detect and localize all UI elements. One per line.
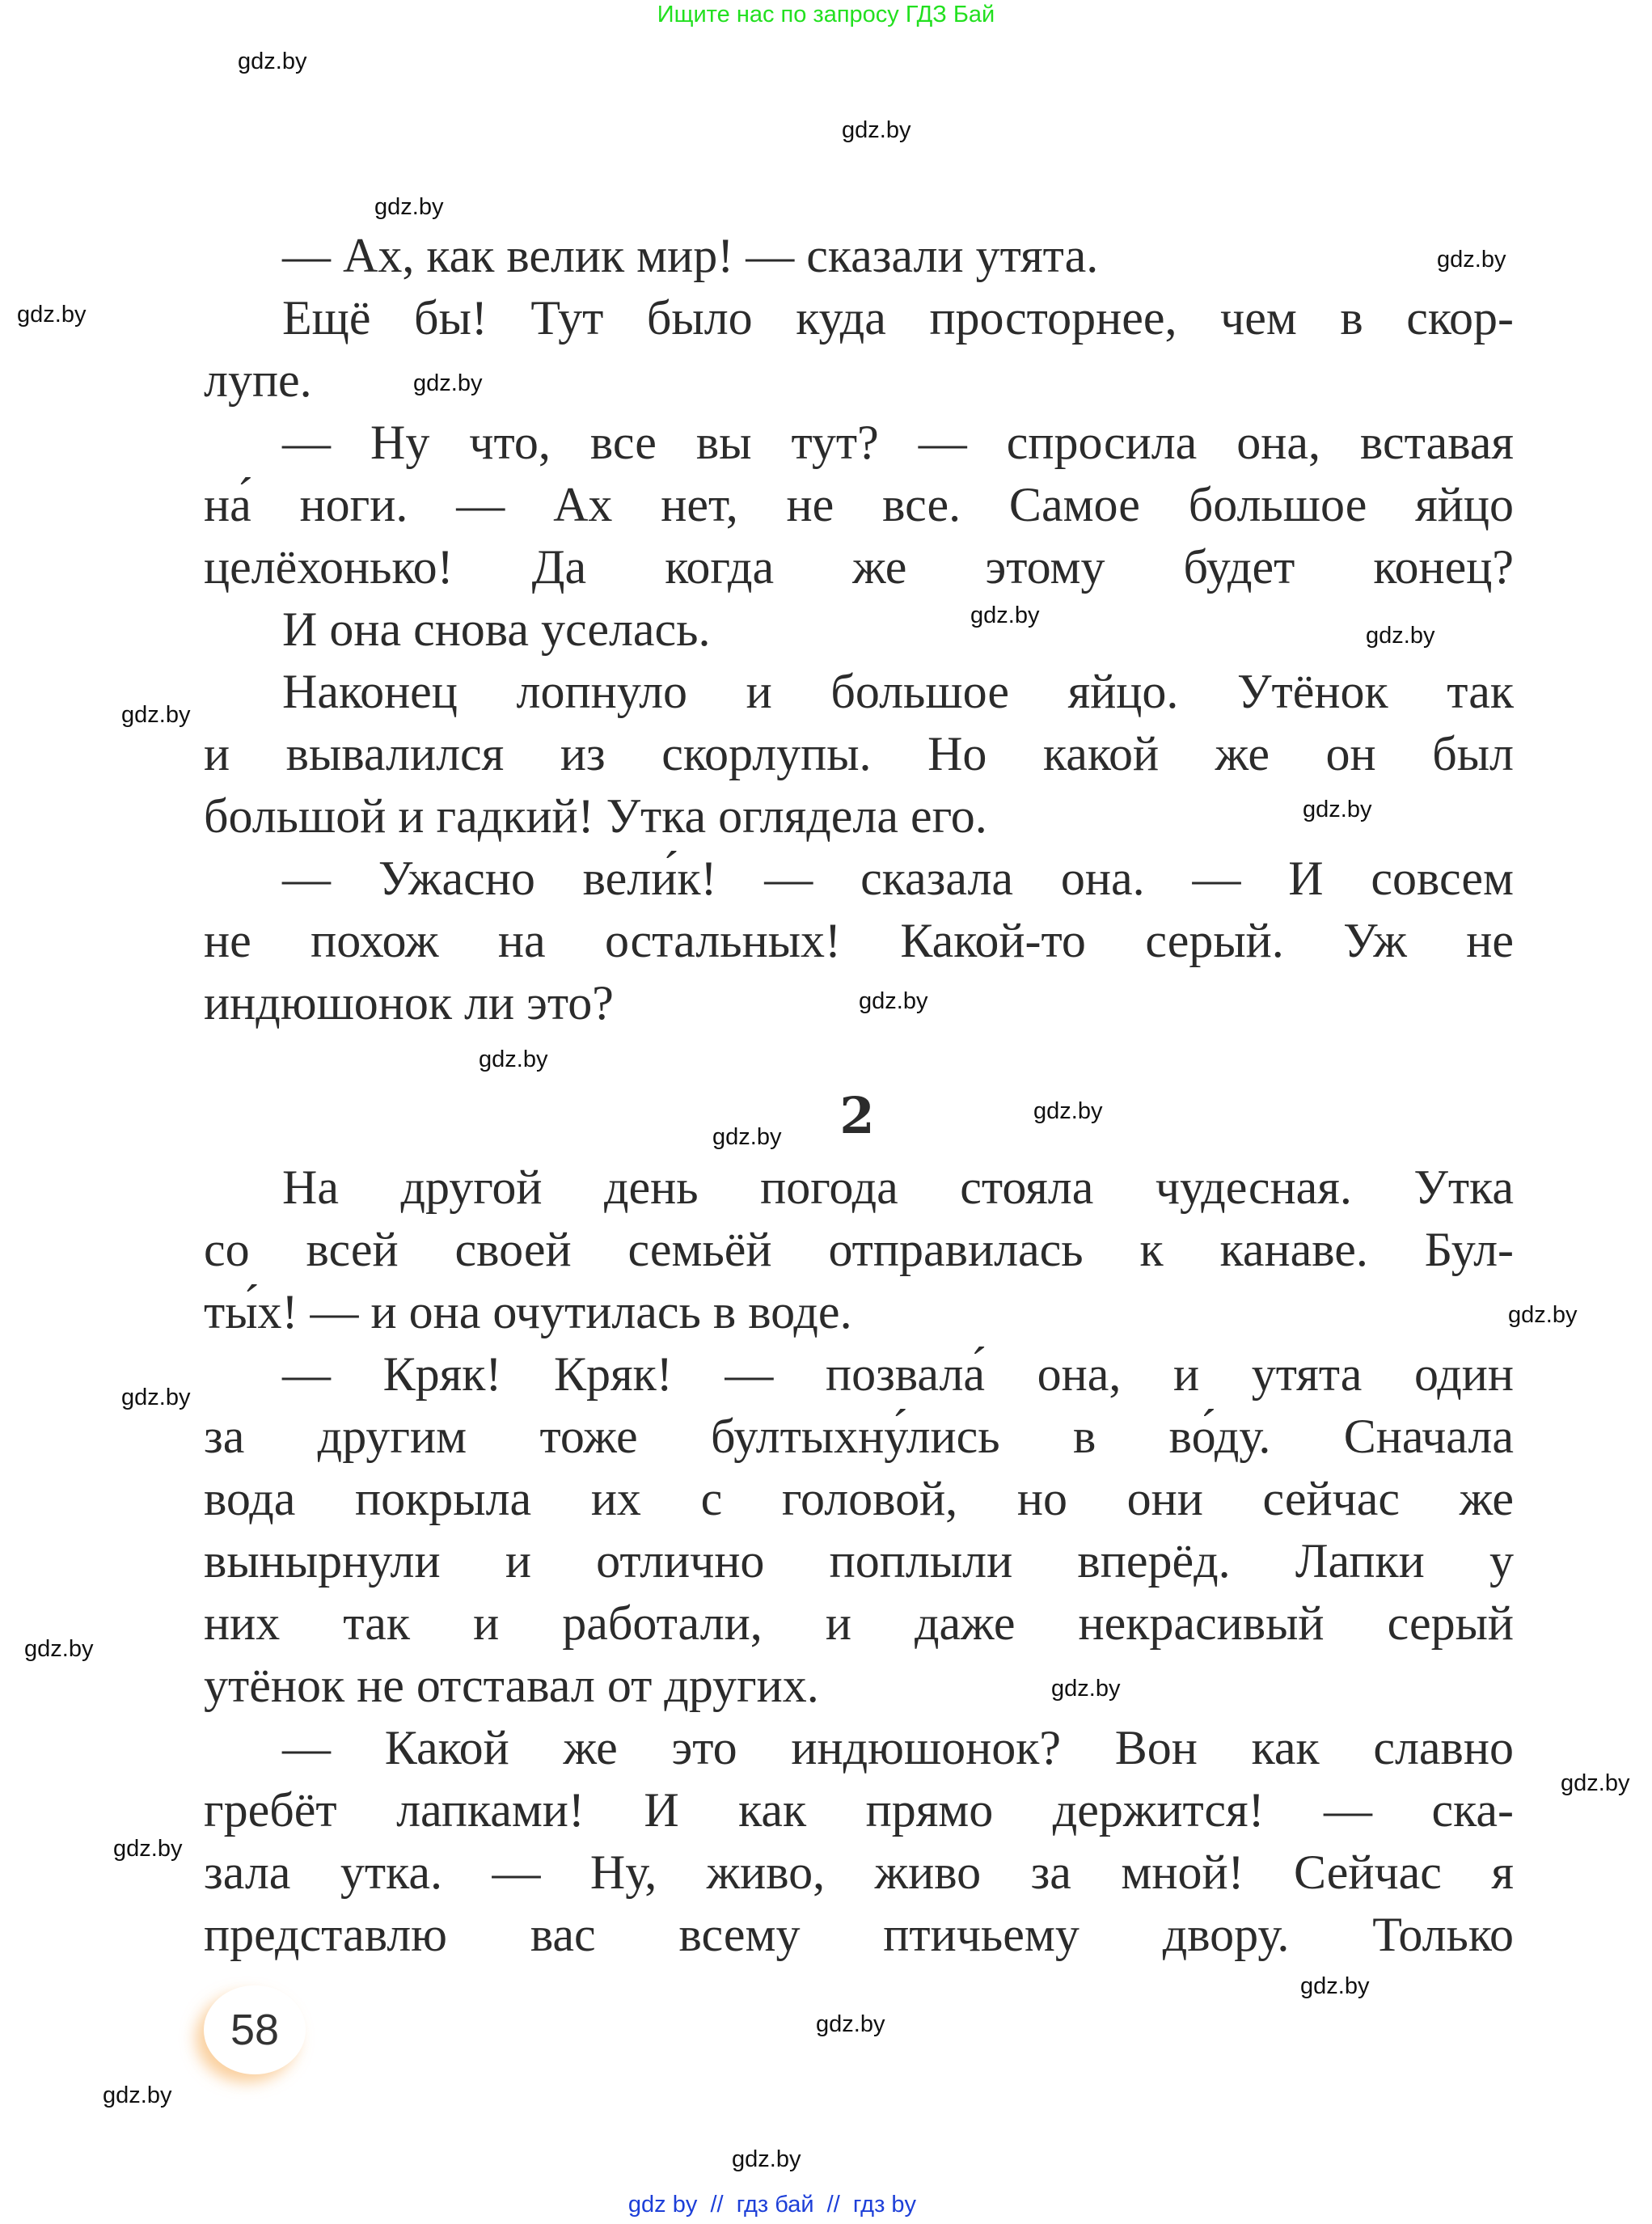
- text-line: — Ах, как велик мир! — сказали утята.: [282, 229, 1099, 282]
- watermark: gdz.by: [121, 1385, 191, 1410]
- watermark: gdz.by: [24, 1636, 94, 1662]
- watermark: gdz.by: [1366, 623, 1435, 649]
- watermark: gdz.by: [1437, 247, 1506, 273]
- text-line: — Кряк! Кряк! — позвала́ она, и утята один: [282, 1347, 1514, 1401]
- watermark: gdz.by: [121, 702, 191, 728]
- watermark: gdz.by: [1303, 797, 1372, 822]
- watermark: gdz.by: [1508, 1302, 1578, 1328]
- text-line: гребёт лапками! И как прямо держится! — ска-: [204, 1783, 1514, 1837]
- watermark: gdz.by: [970, 603, 1040, 628]
- watermark: gdz.by: [479, 1046, 548, 1072]
- watermark: gdz.by: [17, 302, 87, 328]
- watermark: gdz.by: [374, 194, 444, 220]
- text-line: них так и работали, и даже некрасивый серый: [204, 1596, 1514, 1650]
- text-line: вынырнули и отлично поплыли вперёд. Лапки у: [204, 1534, 1514, 1588]
- text-line: вода покрыла их с головой, но они сейчас же: [204, 1472, 1514, 1525]
- text-line: зала утка. — Ну, живо, живо за мной! Сейчас я: [204, 1846, 1514, 1899]
- watermark: gdz.by: [103, 2082, 172, 2108]
- text-line: большой и гадкий! Утка оглядела его.: [204, 789, 987, 843]
- text-line: со всей своей семьёй отправилась к канаве. Бул-: [204, 1223, 1514, 1276]
- text-line: на́ ноги. — Ах нет, не все. Самое большое яйцо: [204, 478, 1514, 531]
- text-line: — Какой же это индюшонок? Вон как славно: [282, 1721, 1514, 1774]
- watermark: gdz.by: [712, 1124, 782, 1150]
- text-line: Наконец лопнуло и большое яйцо. Утёнок так: [282, 665, 1514, 718]
- text-line: лупе.: [204, 353, 312, 407]
- text-line: не похож на остальных! Какой-то серый. Уж не: [204, 914, 1514, 967]
- text-line: утёнок не отставал от других.: [204, 1659, 819, 1712]
- watermark: gdz.by: [1051, 1676, 1121, 1702]
- text-line: На другой день погода стояла чудесная. Утка: [282, 1161, 1514, 1214]
- watermark: gdz.by: [238, 49, 307, 74]
- text-line: Ещё бы! Тут было куда просторнее, чем в скор-: [282, 291, 1514, 345]
- text-line: за другим тоже бултыхну́лись в во́ду. Сначала: [204, 1410, 1514, 1463]
- text-line: и вывалился из скорлупы. Но какой же он был: [204, 727, 1514, 780]
- watermark: gdz.by: [113, 1836, 183, 1862]
- text-line: целёхонько! Да когда же этому будет конец?: [204, 540, 1514, 594]
- watermark: gdz.by: [1033, 1098, 1103, 1124]
- text-line: представлю вас всему птичьему двору. Только: [204, 1908, 1514, 1961]
- watermark: gdz.by: [842, 117, 911, 143]
- watermark: gdz.by: [1561, 1770, 1630, 1796]
- text-line: ты́х! — и она очутилась в воде.: [204, 1285, 852, 1338]
- text-line: индюшонок ли это?: [204, 976, 614, 1030]
- section-heading: 2: [839, 1086, 875, 1145]
- footer-links[interactable]: gdz by // гдз бай // гдз by: [627, 2192, 917, 2218]
- page-number: 58: [204, 1985, 306, 2074]
- watermark: gdz.by: [1300, 1973, 1370, 1999]
- watermark: gdz.by: [859, 988, 928, 1014]
- text-line: — Ну что, все вы тут? — спросила она, вставая: [282, 416, 1514, 469]
- text-line: И она снова уселась.: [282, 603, 711, 656]
- watermark: gdz.by: [413, 370, 483, 396]
- watermark: gdz.by: [732, 2146, 801, 2172]
- watermark: gdz.by: [816, 2011, 885, 2037]
- text-line: — Ужасно вели́к! — сказала она. — И совсем: [282, 852, 1514, 905]
- header-banner[interactable]: Ищите нас по запросу ГДЗ Бай: [657, 2, 995, 27]
